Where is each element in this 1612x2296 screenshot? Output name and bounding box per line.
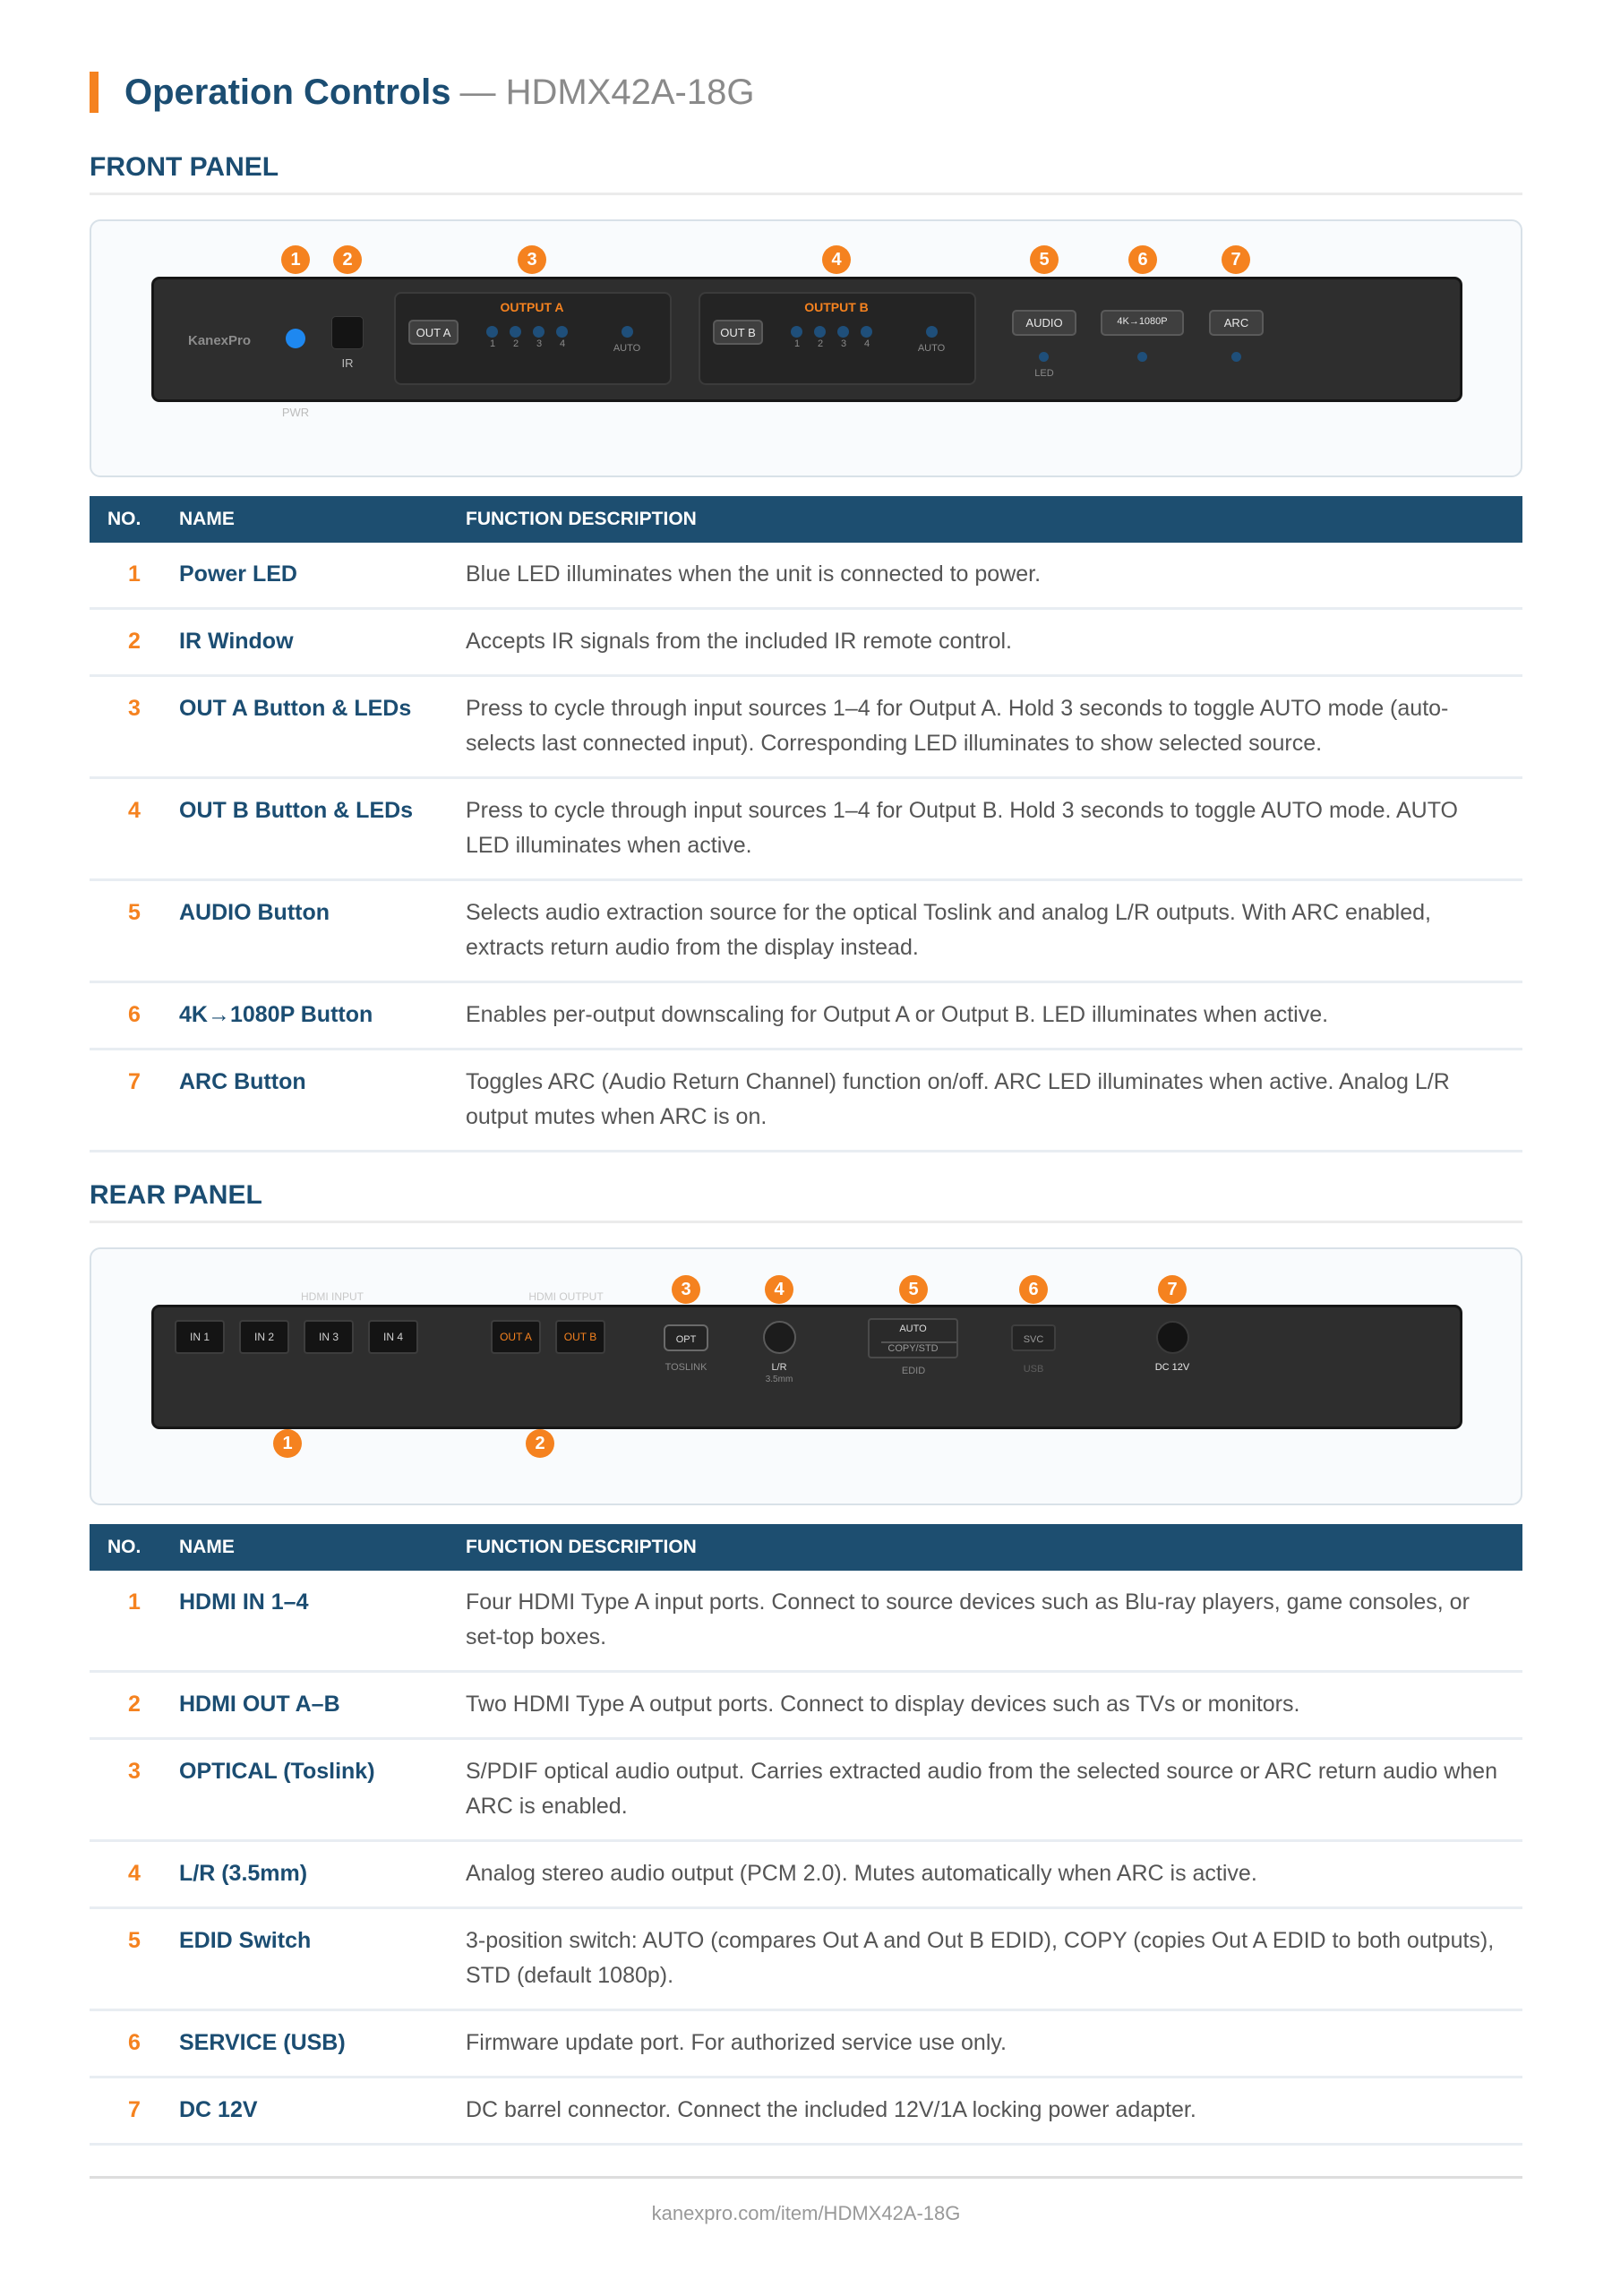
- row-number: 3: [90, 1739, 179, 1841]
- col-header-description: FUNCTION DESCRIPTION: [466, 1524, 1522, 1571]
- edid-switch: [868, 1318, 958, 1358]
- out-b-led-4-label: 4: [863, 338, 870, 349]
- out-a-led-2: [510, 326, 521, 338]
- callout-badge-4: 4: [765, 1275, 793, 1304]
- section-divider: [90, 1221, 1522, 1223]
- service-usb-port: SVC: [1011, 1324, 1056, 1351]
- row-number: 7: [90, 2078, 179, 2145]
- row-name: EDID Switch: [179, 1908, 466, 2010]
- row-name: Power LED: [179, 543, 466, 609]
- callout-badge-3: 3: [518, 245, 546, 274]
- row-description: Press to cycle through input sources 1–4 for Output B. Hold 3 seconds to toggle AUTO mode. AUTO LED illuminates when active.: [466, 778, 1522, 880]
- edid-label: EDID: [901, 1366, 926, 1376]
- section-divider: [90, 193, 1522, 195]
- hdmi-in-1-port: IN 1: [175, 1320, 225, 1354]
- row-number: 6: [90, 982, 179, 1049]
- row-number: 2: [90, 609, 179, 676]
- page-title: [90, 70, 754, 115]
- row-name: L/R (3.5mm): [179, 1841, 466, 1908]
- edid-position-auto: AUTO: [899, 1324, 927, 1334]
- lr-audio-jack: [763, 1321, 796, 1354]
- out-a-led-1-label: 1: [489, 338, 496, 349]
- page-title-text: Operation Controls: [124, 72, 451, 112]
- out-b-led-3: [837, 326, 849, 338]
- col-header-name: NAME: [179, 1524, 466, 1571]
- power-led: [286, 329, 305, 348]
- front-panel-table: [90, 496, 1522, 1152]
- audio-led: [1039, 352, 1049, 362]
- table-row: [90, 778, 1522, 880]
- downscale-led: [1137, 352, 1147, 362]
- footer-divider: [90, 2176, 1522, 2179]
- row-number: 4: [90, 778, 179, 880]
- row-description: Firmware update port. For authorized service use only.: [466, 2010, 1522, 2078]
- out-b-led-2: [814, 326, 826, 338]
- pwr-label: PWR: [281, 406, 310, 419]
- callout-badge-7: 7: [1222, 245, 1250, 274]
- dc-12v-jack: [1156, 1321, 1189, 1354]
- out-a-led-3-label: 3: [536, 338, 543, 349]
- hdmi-out-a-port: OUT A: [491, 1320, 541, 1354]
- callout-badge-2: 2: [526, 1429, 554, 1458]
- table-row: [90, 543, 1522, 609]
- brand-logo: KanexPro: [187, 333, 252, 348]
- callout-badge-6: 6: [1019, 1275, 1048, 1304]
- row-name: OUT A Button & LEDs: [179, 676, 466, 778]
- hdmi-in-4-port: IN 4: [368, 1320, 418, 1354]
- out-a-led-3: [533, 326, 544, 338]
- output-a-title: OUTPUT A: [500, 300, 564, 314]
- front-panel-heading: [90, 152, 1522, 183]
- row-description: Four HDMI Type A input ports. Connect to source devices such as Blu-ray players, game consoles, or set-top boxes.: [466, 1571, 1522, 1672]
- out-b-led-2-label: 2: [817, 338, 824, 349]
- table-row: [90, 1841, 1522, 1908]
- row-number: 1: [90, 543, 179, 609]
- table-row: [90, 1049, 1522, 1152]
- row-number: 6: [90, 2010, 179, 2078]
- row-name: 4K→1080P Button: [179, 982, 466, 1049]
- rear-panel-diagram: [90, 1247, 1522, 1505]
- rear-panel-table: [90, 1524, 1522, 2146]
- row-description: DC barrel connector. Connect the included 12V/1A locking power adapter.: [466, 2078, 1522, 2145]
- lr-label: L/R: [771, 1362, 787, 1373]
- row-name: HDMI IN 1–4: [179, 1571, 466, 1672]
- row-description: Selects audio extraction source for the optical Toslink and analog L/R outputs. With ARC enabled, extracts return audio from the display instead.: [466, 880, 1522, 982]
- out-a-led-4-label: 4: [559, 338, 566, 349]
- ir-window: [331, 316, 364, 349]
- arc-button[interactable]: ARC: [1209, 310, 1264, 336]
- row-description: Analog stereo audio output (PCM 2.0). Mutes automatically when ARC is active.: [466, 1841, 1522, 1908]
- col-header-description: FUNCTION DESCRIPTION: [466, 496, 1522, 543]
- usb-label: USB: [1023, 1364, 1044, 1375]
- front-panel-heading-text: FRONT PANEL: [90, 152, 279, 182]
- table-row: [90, 676, 1522, 778]
- audio-button[interactable]: AUDIO: [1012, 310, 1076, 336]
- row-number: 1: [90, 1571, 179, 1672]
- row-description: Toggles ARC (Audio Return Channel) function on/off. ARC LED illuminates when active. Analog L/R output mutes when ARC is on.: [466, 1049, 1522, 1152]
- row-name: SERVICE (USB): [179, 2010, 466, 2078]
- row-description: Accepts IR signals from the included IR remote control.: [466, 609, 1522, 676]
- callout-badge-1: 1: [273, 1429, 302, 1458]
- table-row: [90, 880, 1522, 982]
- callout-badge-7: 7: [1158, 1275, 1187, 1304]
- dc-12v-label: DC 12V: [1154, 1362, 1190, 1373]
- row-name: ARC Button: [179, 1049, 466, 1152]
- hdmi-in-3-port: IN 3: [304, 1320, 354, 1354]
- row-number: 4: [90, 1841, 179, 1908]
- callout-badge-4: 4: [822, 245, 851, 274]
- table-row: [90, 1571, 1522, 1672]
- row-number: 5: [90, 1908, 179, 2010]
- callout-badge-6: 6: [1128, 245, 1157, 274]
- callout-badge-5: 5: [1030, 245, 1059, 274]
- arc-led: [1231, 352, 1241, 362]
- table-row: [90, 982, 1522, 1049]
- row-number: 5: [90, 880, 179, 982]
- hdmi-input-label: HDMI INPUT: [301, 1290, 364, 1303]
- table-row: [90, 1908, 1522, 2010]
- row-name: OPTICAL (Toslink): [179, 1739, 466, 1841]
- callout-badge-3: 3: [672, 1275, 700, 1304]
- out-b-auto-label: AUTO: [917, 343, 946, 354]
- out-a-led-2-label: 2: [512, 338, 519, 349]
- rear-panel-heading: [90, 1180, 1522, 1211]
- out-a-led-1: [486, 326, 498, 338]
- lr-size-label: 3.5mm: [765, 1375, 793, 1384]
- row-description: Enables per-output downscaling for Output A or Output B. LED illuminates when active.: [466, 982, 1522, 1049]
- out-b-led-1-label: 1: [793, 338, 801, 349]
- out-b-button[interactable]: OUT B: [713, 320, 763, 345]
- row-number: 2: [90, 1672, 179, 1739]
- footer-url-link[interactable]: kanexpro.com/item/HDMX42A-18G: [651, 2202, 961, 2224]
- out-a-led-4: [556, 326, 568, 338]
- rear-panel-heading-text: REAR PANEL: [90, 1180, 262, 1210]
- ir-label: IR: [341, 356, 354, 370]
- toslink-label: TOSLINK: [665, 1362, 707, 1373]
- row-number: 3: [90, 676, 179, 778]
- table-row: [90, 609, 1522, 676]
- row-name: OUT B Button & LEDs: [179, 778, 466, 880]
- row-name: AUDIO Button: [179, 880, 466, 982]
- out-b-auto-led: [926, 326, 938, 338]
- edid-position-copy-std: COPY/STD: [887, 1343, 939, 1354]
- hdmi-out-b-port: OUT B: [555, 1320, 605, 1354]
- row-name: IR Window: [179, 609, 466, 676]
- row-description: Press to cycle through input sources 1–4 for Output A. Hold 3 seconds to toggle AUTO mode (auto-selects last connected input). Corresponding LED illuminates to show selected source.: [466, 676, 1522, 778]
- table-header-row: [90, 496, 1522, 543]
- row-description: 3-position switch: AUTO (compares Out A and Out B EDID), COPY (copies Out A EDID to both outputs), STD (default 1080p).: [466, 1908, 1522, 2010]
- front-panel-diagram: [90, 219, 1522, 477]
- optical-toslink-port: OPT: [664, 1324, 708, 1351]
- output-b-title: OUTPUT B: [804, 300, 869, 314]
- out-b-led-3-label: 3: [840, 338, 847, 349]
- out-b-led-1: [791, 326, 802, 338]
- downscale-4k-1080p-button[interactable]: 4K→1080P: [1101, 310, 1184, 336]
- row-description: Two HDMI Type A output ports. Connect to display devices such as TVs or monitors.: [466, 1672, 1522, 1739]
- table-row: [90, 1739, 1522, 1841]
- col-header-no: NO.: [90, 496, 179, 543]
- out-a-button[interactable]: OUT A: [408, 320, 459, 345]
- out-a-auto-label: AUTO: [613, 343, 641, 354]
- hdmi-in-2-port: IN 2: [239, 1320, 289, 1354]
- row-name: DC 12V: [179, 2078, 466, 2145]
- callout-badge-1: 1: [281, 245, 310, 274]
- accent-bar: [90, 72, 99, 113]
- col-header-no: NO.: [90, 1524, 179, 1571]
- row-description: S/PDIF optical audio output. Carries extracted audio from the selected source or ARC return audio when ARC is enabled.: [466, 1739, 1522, 1841]
- out-a-auto-led: [622, 326, 633, 338]
- row-number: 7: [90, 1049, 179, 1152]
- row-description: Blue LED illuminates when the unit is connected to power.: [466, 543, 1522, 609]
- row-name: HDMI OUT A–B: [179, 1672, 466, 1739]
- led-label: LED: [1034, 368, 1054, 379]
- table-row: [90, 2010, 1522, 2078]
- table-row: [90, 2078, 1522, 2145]
- callout-badge-2: 2: [333, 245, 362, 274]
- table-row: [90, 1672, 1522, 1739]
- col-header-name: NAME: [179, 496, 466, 543]
- callout-badge-5: 5: [899, 1275, 928, 1304]
- out-b-led-4: [861, 326, 872, 338]
- page-subtitle-model: — HDMX42A-18G: [459, 72, 755, 112]
- table-header-row: [90, 1524, 1522, 1571]
- hdmi-output-label: HDMI OUTPUT: [528, 1290, 604, 1303]
